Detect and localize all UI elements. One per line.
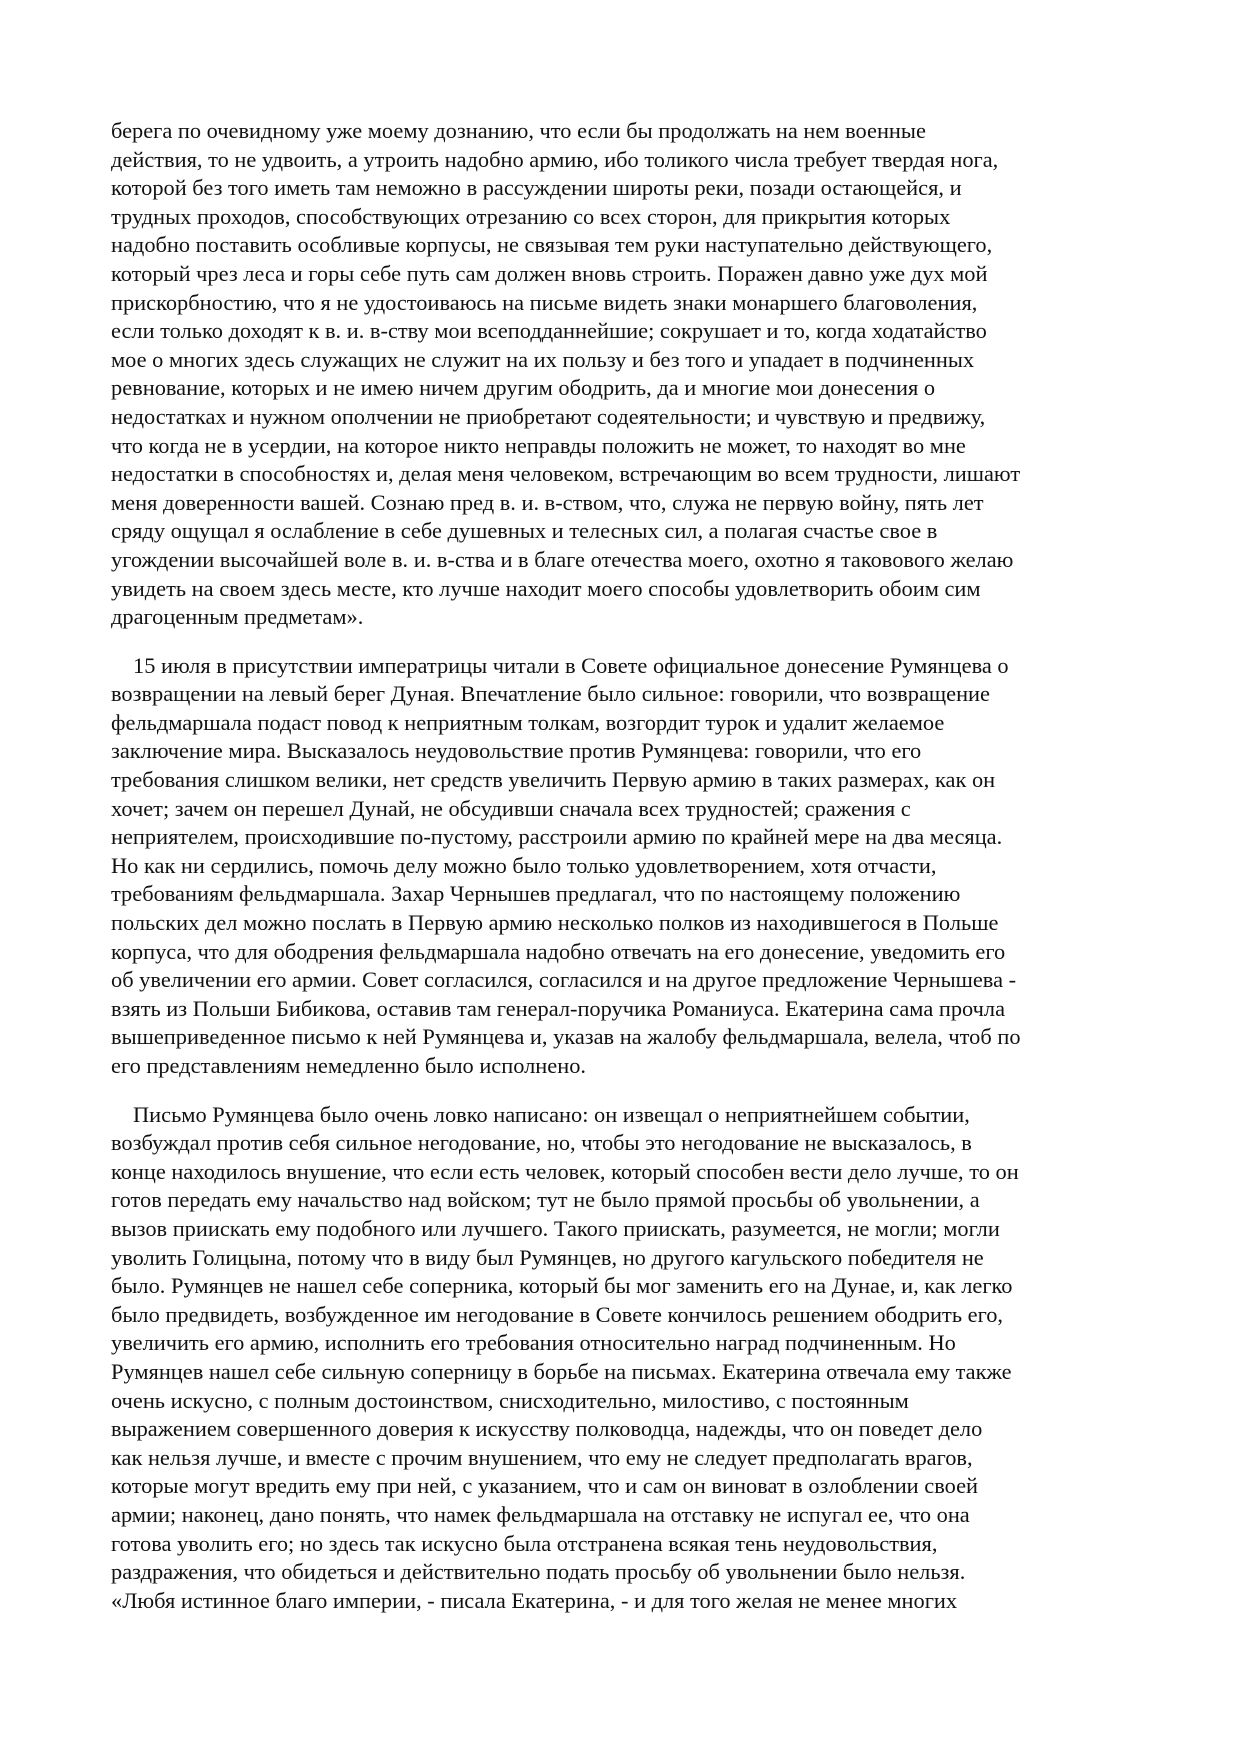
text-line: готов передать ему начальство над войском; тут не было прямой просьбы об увольнении, а [111, 1187, 980, 1213]
text-line: вышеприведенное письмо к ней Румянцева и, указав на жалобу фельдмаршала, велела, чтоб по [111, 1024, 1021, 1050]
text-line: «Любя истинное благо империи, - писала Екатерина, - и для того желая не менее многих [111, 1587, 958, 1613]
text-line: польских дел можно послать в Первую армию несколько полков из находившегося в Польше [111, 910, 999, 936]
text-line: сряду ощущал я ослабление в себе душевных и телесных сил, а полагая счастье свое в [111, 518, 938, 544]
text-line: трудных проходов, способствующих отрезанию со всех сторон, для прикрытия которых [111, 203, 951, 229]
text-line: требованиям фельдмаршала. Захар Чернышев предлагал, что по настоящему положению [111, 881, 961, 907]
text-line: недостатки в способностях и, делая меня человеком, встречающим во всем трудности, лишают [111, 461, 1021, 487]
text-line: действия, то не удвоить, а утроить надобно армию, ибо толикого числа требует твердая нога, [111, 146, 999, 172]
text-line: драгоценным предметам». [111, 604, 364, 630]
text-line: вызов приискать ему подобного или лучшего. Такого приискать, разумеется, не могли; могли [111, 1215, 1000, 1241]
text-line: неприятелем, происходившие по-пустому, расстроили армию по крайней мере на два месяца. [111, 824, 1003, 850]
text-line: было предвидеть, возбужденное им негодование в Совете кончилось решением ободрить его, [111, 1301, 1003, 1327]
text-line: об увеличении его армии. Совет согласился, согласился и на другое предложение Чернышева - [111, 967, 1017, 993]
text-line: мое о многих здесь служащих не служит на их пользу и без того и упадает в подчиненных [111, 346, 975, 372]
text-line: который чрез леса и горы себе путь сам должен вновь строить. Поражен давно уже дух мой [111, 260, 988, 286]
text-line: возбуждал против себя сильное негодование, но, чтобы это негодование не высказалось, в [111, 1130, 972, 1156]
text-line: было. Румянцев не нашел себе соперника, который бы мог заменить его на Дунае, и, как легко [111, 1273, 1013, 1299]
text-line: раздражения, что обидеться и действительно подать просьбу об увольнении было нельзя. [111, 1559, 966, 1585]
text-line: увидеть на своем здесь месте, кто лучше находит моего способы удовлетворить обоим сим [111, 575, 981, 601]
text-line: очень искусно, с полным достоинством, снисходительно, милостиво, с постоянным [111, 1387, 909, 1413]
text-line: возвращении на левый берег Дуная. Впечатление было сильное: говорили, что возвращение [111, 681, 990, 707]
text-line: фельдмаршала подаст повод к неприятным толкам, возгордит турок и удалит желаемое [111, 709, 945, 735]
text-line: что когда не в усердии, на которое никто неправды положить не может, то находят во мне [111, 432, 966, 458]
text-line: его представлениям немедленно было исполнено. [111, 1053, 586, 1078]
text-line: ревнование, которых и не имею ничем другим ободрить, да и многие мои донесения о [111, 375, 936, 401]
text-line: хочет; зачем он перешел Дунай, не обсудивши сначала всех трудностей; сражения с [111, 795, 911, 821]
text-line: взять из Польши Бибикова, оставив там генерал-поручика Романиуса. Екатерина сама прочла [111, 995, 1006, 1021]
text-line: уволить Голицына, потому что в виду был Румянцев, но другого кагульского победителя не [111, 1244, 984, 1270]
text-line: Румянцев нашел себе сильную соперницу в борьбе на письмах. Екатерина отвечала ему также [111, 1358, 1012, 1384]
text-line: надобно поставить особливые корпусы, не связывая тем руки наступательно действующего, [111, 232, 993, 258]
text-line: 15 июля в присутствии императрицы читали в Совете официальное донесение Румянцева о [133, 652, 1009, 678]
text-line: требования слишком велики, нет средств увеличить Первую армию в таких размерах, как он [111, 767, 996, 793]
text-line: заключение мира. Высказалось неудовольствие против Румянцева: говорили, что его [111, 738, 922, 764]
text-line: конце находилось внушение, что если есть человек, который способен вести дело лучше, то он [111, 1158, 1019, 1184]
text-line: если только доходят к в. и. в-ству мои всеподданнейшие; сокрушает и то, когда ходатайство [111, 318, 987, 344]
paragraph [111, 117, 1141, 632]
text-line: выражением совершенного доверия к искусству полководца, надежды, что он поведет дело [111, 1416, 983, 1442]
paragraph-spacer [111, 1081, 1141, 1101]
text-line: берега по очевидному уже моему дознанию, что если бы продолжать на нем военные [111, 118, 926, 143]
paragraph [111, 652, 1141, 1081]
text-line: прискорбностию, что я не удостоиваюсь на письме видеть знаки монаршего благоволения, [111, 289, 978, 315]
paragraph [111, 1101, 1141, 1616]
text-line: готова уволить его; но здесь так искусно была отстранена всякая тень неудовольствия, [111, 1530, 938, 1556]
text-line: армии; наконец, дано понять, что намек фельдмаршала на отставку не испугал ее, что она [111, 1501, 970, 1527]
text-line: увеличить его армию, исполнить его требования относительно наград подчиненным. Но [111, 1330, 956, 1356]
document-body [111, 117, 1141, 1615]
text-line: как нельзя лучше, и вместе с прочим внушением, что ему не следует предполагать врагов, [111, 1444, 973, 1470]
paragraph-spacer [111, 632, 1141, 652]
text-line: угождении высочайшей воле в. и. в-ства и в благе отечества моего, охотно я таковового желаю [111, 546, 1014, 572]
text-line: которые могут вредить ему при ней, с указанием, что и сам он виноват в озлоблении своей [111, 1473, 979, 1499]
text-line: меня доверенности вашей. Сознаю пред в. и. в-ством, что, служа не первую войну, пять лет [111, 489, 984, 515]
text-line: корпуса, что для ободрения фельдмаршала надобно отвечать на его донесение, уведомить его [111, 938, 1006, 964]
text-line: которой без того иметь там неможно в рассуждении широты реки, позади остающейся, и [111, 175, 962, 201]
text-line: Письмо Румянцева было очень ловко написано: он извещал о неприятнейшем событии, [133, 1101, 970, 1127]
text-line: Но как ни сердились, помочь делу можно было только удовлетворением, хотя отчасти, [111, 852, 937, 878]
text-line: недостатках и нужном ополчении не приобретают содеятельности; и чувствую и предвижу, [111, 403, 986, 429]
